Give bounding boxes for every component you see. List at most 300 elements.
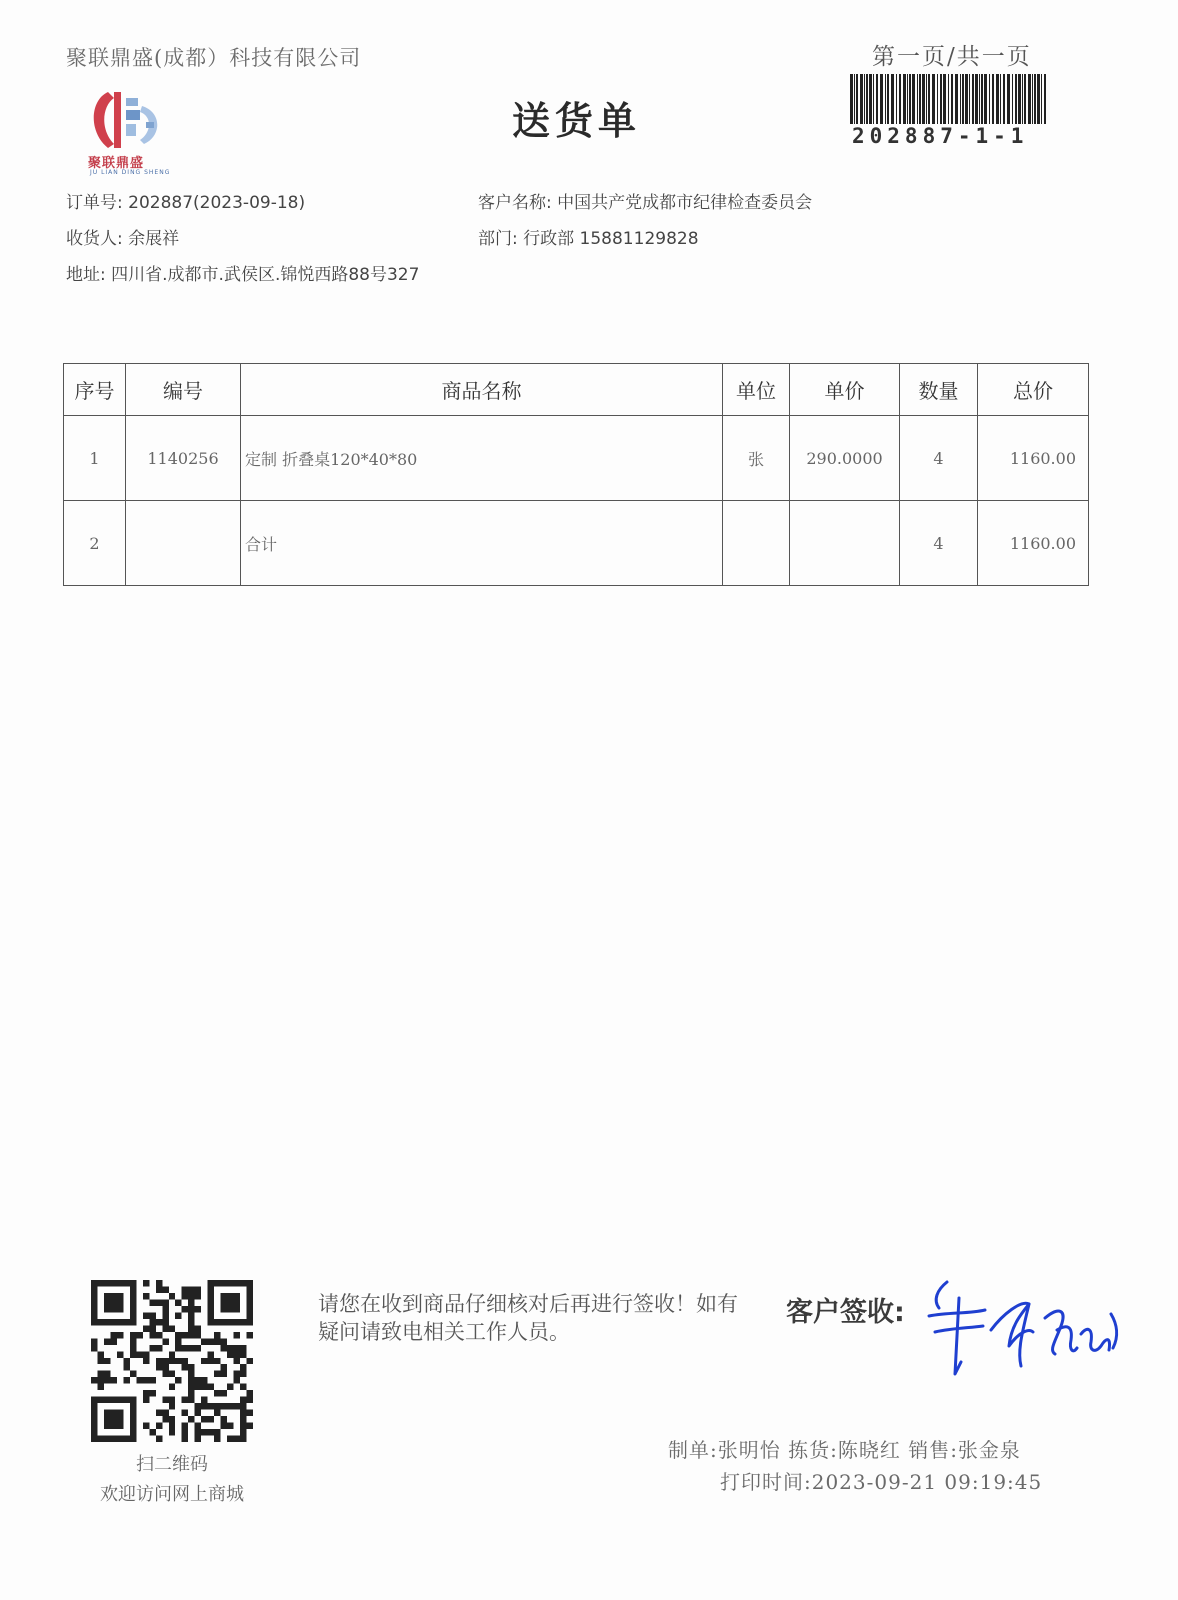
qr-module — [201, 1403, 207, 1409]
qr-module — [240, 1371, 246, 1377]
barcode-bar — [1022, 74, 1023, 124]
barcode-bar — [912, 74, 915, 124]
barcode-bar — [937, 74, 938, 124]
qr-module — [221, 1293, 240, 1312]
qr-module — [156, 1280, 162, 1286]
qr-module — [91, 1338, 97, 1344]
qr-module — [240, 1351, 246, 1357]
barcode-bar — [943, 74, 946, 124]
qr-module — [182, 1364, 188, 1370]
qr-module — [162, 1364, 168, 1370]
qr-module — [188, 1286, 194, 1292]
qr-module — [227, 1423, 233, 1429]
barcode-bar — [962, 74, 964, 124]
qr-module — [175, 1332, 181, 1338]
qr-module — [182, 1423, 188, 1429]
qr-module — [188, 1306, 194, 1312]
qr-module — [169, 1429, 175, 1435]
barcode-bar — [1034, 74, 1036, 124]
qr-module — [182, 1358, 188, 1364]
qr-module — [156, 1319, 162, 1325]
qr-module — [169, 1325, 175, 1331]
qr-module — [195, 1293, 201, 1299]
barcode-bar — [917, 74, 918, 124]
qr-module — [188, 1299, 194, 1305]
barcode-bar — [1041, 74, 1042, 124]
qr-module — [169, 1371, 175, 1377]
qr-module — [182, 1306, 188, 1312]
qr-module — [169, 1293, 175, 1299]
qr-module — [149, 1325, 155, 1331]
staff-line: 制单:张明怡 拣货:陈晓红 销售:张金泉 — [668, 1438, 1021, 1462]
qr-module — [175, 1358, 181, 1364]
barcode-bar — [984, 74, 987, 124]
barcode-bar — [876, 74, 878, 124]
barcode-bar — [1024, 74, 1026, 124]
qr-module — [227, 1436, 233, 1442]
cell-unit — [723, 501, 790, 586]
qr-module — [143, 1358, 149, 1364]
barcode-bar — [951, 74, 953, 124]
address-label: 地址: — [66, 265, 106, 285]
page-title: 送货单 — [512, 99, 642, 143]
qr-module — [182, 1410, 188, 1416]
qr-module — [208, 1416, 214, 1422]
barcode-bar — [940, 74, 942, 124]
qr-module — [143, 1280, 149, 1286]
qr-module — [149, 1345, 155, 1351]
barcode-bar — [979, 74, 980, 124]
barcode-bar — [873, 74, 874, 124]
header-total: 总价 — [978, 364, 1089, 416]
header-index: 序号 — [64, 364, 126, 416]
qr-module — [214, 1332, 220, 1338]
qr-module — [182, 1397, 188, 1403]
qr-module — [143, 1377, 149, 1383]
qr-module — [143, 1351, 149, 1357]
cell-unit-price: 290.0000 — [790, 416, 900, 501]
qr-module — [201, 1377, 207, 1383]
barcode-bar — [989, 74, 990, 124]
header-product-name: 商品名称 — [241, 364, 723, 416]
qr-module — [182, 1345, 188, 1351]
barcode-bar — [866, 74, 868, 124]
barcode-bar — [1032, 74, 1033, 124]
qr-module — [201, 1429, 207, 1435]
qr-module — [214, 1390, 220, 1396]
qr-module — [156, 1436, 162, 1442]
cell-total: 1160.00 — [978, 416, 1089, 501]
qr-module — [234, 1358, 240, 1364]
qr-module — [188, 1390, 194, 1396]
qr-module — [175, 1312, 181, 1318]
qr-module — [214, 1358, 220, 1364]
barcode-bar — [981, 74, 983, 124]
qr-module — [188, 1325, 194, 1331]
qr-module — [123, 1358, 129, 1364]
qr-module — [208, 1384, 214, 1390]
receiver-value: 余展祥 — [128, 229, 180, 249]
qr-module — [136, 1332, 142, 1338]
qr-module — [104, 1358, 110, 1364]
qr-module — [97, 1377, 103, 1383]
barcode-bar — [932, 74, 935, 124]
qr-module — [130, 1338, 136, 1344]
qr-module — [130, 1345, 136, 1351]
cell-unit-price — [790, 501, 900, 586]
cell-index: 1 — [64, 416, 126, 501]
barcode-bar — [1015, 74, 1017, 124]
qr-module — [156, 1332, 162, 1338]
qr-module — [117, 1332, 123, 1338]
qr-module — [227, 1345, 233, 1351]
qr-module — [214, 1371, 220, 1377]
barcode-bar — [928, 74, 930, 124]
barcode-bar — [992, 74, 994, 124]
qr-module — [182, 1429, 188, 1435]
qr-module — [188, 1384, 194, 1390]
dept-label: 部门: — [478, 229, 518, 249]
qr-module — [195, 1306, 201, 1312]
qr-module — [156, 1299, 162, 1305]
qr-module — [208, 1351, 214, 1357]
qr-module — [234, 1403, 240, 1409]
qr-module — [162, 1358, 168, 1364]
barcode-bar — [972, 74, 974, 124]
qr-module — [227, 1351, 233, 1357]
qr-module — [240, 1416, 246, 1422]
company-name: 聚联鼎盛(成都）科技有限公司 — [66, 46, 362, 70]
qr-module — [247, 1423, 253, 1429]
qr-module — [188, 1312, 194, 1318]
qr-module — [91, 1377, 97, 1383]
qr-module — [110, 1338, 116, 1344]
qr-module — [214, 1429, 220, 1435]
qr-module — [162, 1299, 168, 1305]
qr-module — [149, 1299, 155, 1305]
qr-module — [143, 1325, 149, 1331]
qr-module — [208, 1338, 214, 1344]
qr-module — [195, 1332, 201, 1338]
qr-module — [195, 1345, 201, 1351]
qr-caption-scan: 扫二维码 — [136, 1454, 208, 1475]
qr-module — [130, 1332, 136, 1338]
address — [66, 260, 419, 285]
qr-module — [136, 1351, 142, 1357]
table-row — [64, 501, 1089, 586]
qr-module — [162, 1371, 168, 1377]
qr-module — [169, 1351, 175, 1357]
barcode-bar — [1003, 74, 1005, 124]
qr-module — [240, 1384, 246, 1390]
barcode-bar — [896, 74, 897, 124]
qr-module — [123, 1364, 129, 1370]
barcode-bar — [965, 74, 968, 124]
table-header-row — [64, 364, 1089, 416]
qr-module — [188, 1371, 194, 1377]
qr-module — [234, 1377, 240, 1383]
qr-module — [143, 1312, 149, 1318]
cell-index: 2 — [64, 501, 126, 586]
barcode-bar — [891, 74, 894, 124]
qr-module — [149, 1312, 155, 1318]
qr-module — [169, 1358, 175, 1364]
qr-module — [156, 1423, 162, 1429]
qr-module — [162, 1410, 168, 1416]
qr-module — [240, 1403, 246, 1409]
qr-module — [247, 1332, 253, 1338]
barcode-bar — [1037, 74, 1040, 124]
cell-total: 1160.00 — [978, 501, 1089, 586]
cell-product-name: 合计 — [241, 501, 723, 586]
qr-module — [214, 1403, 220, 1409]
barcode-bar — [955, 74, 958, 124]
address-value: 四川省.成都市.武侯区.锦悦西路88号327 — [111, 265, 420, 285]
barcode-bar — [864, 74, 865, 124]
qr-module — [110, 1377, 116, 1383]
qr-module — [188, 1345, 194, 1351]
cell-product-name: 定制 折叠桌120*40*80 — [241, 416, 723, 501]
qr-module — [169, 1423, 175, 1429]
barcode-bar — [854, 74, 855, 124]
qr-module — [240, 1410, 246, 1416]
qr-module — [162, 1338, 168, 1344]
barcode-bar — [948, 74, 949, 124]
qr-module — [195, 1429, 201, 1435]
barcode-bar — [1018, 74, 1021, 124]
header-unit: 单位 — [723, 364, 790, 416]
barcode-bar — [869, 74, 872, 124]
header-quantity: 数量 — [900, 364, 978, 416]
barcode-bar — [926, 74, 927, 124]
qr-module — [208, 1403, 214, 1409]
qr-module — [169, 1416, 175, 1422]
barcode-bar — [1012, 74, 1013, 124]
qr-module — [208, 1429, 214, 1435]
qr-module — [175, 1377, 181, 1383]
barcode-bar — [919, 74, 921, 124]
qr-module — [234, 1436, 240, 1442]
qr-module — [143, 1390, 149, 1396]
qr-module — [169, 1397, 175, 1403]
qr-module — [117, 1351, 123, 1357]
qr-module — [104, 1338, 110, 1344]
qr-module — [156, 1410, 162, 1416]
qr-module — [182, 1436, 188, 1442]
qr-module — [188, 1319, 194, 1325]
qr-module — [227, 1384, 233, 1390]
qr-module — [221, 1423, 227, 1429]
qr-module — [234, 1345, 240, 1351]
qr-module — [234, 1332, 240, 1338]
qr-module — [162, 1397, 168, 1403]
barcode-bar — [1000, 74, 1001, 124]
barcode-bar — [922, 74, 925, 124]
qr-module — [156, 1345, 162, 1351]
qr-module — [201, 1358, 207, 1364]
qr-module — [234, 1371, 240, 1377]
qr-module — [240, 1423, 246, 1429]
qr-module — [162, 1319, 168, 1325]
header-code: 编号 — [126, 364, 241, 416]
qr-module — [221, 1371, 227, 1377]
barcode-bar — [856, 74, 858, 124]
qr-module — [182, 1286, 188, 1292]
qr-module — [201, 1397, 207, 1403]
qr-module — [188, 1377, 194, 1383]
cell-code — [126, 501, 241, 586]
qr-module — [149, 1390, 155, 1396]
qr-module — [104, 1377, 110, 1383]
qr-module — [201, 1416, 207, 1422]
barcode-bar — [850, 74, 853, 124]
qr-module — [130, 1351, 136, 1357]
qr-module — [221, 1390, 227, 1396]
qr-module — [195, 1436, 201, 1442]
qr-module — [221, 1416, 227, 1422]
customer-value: 中国共产党成都市纪律检查委员会 — [557, 193, 813, 213]
receiver — [66, 224, 179, 249]
order-number — [66, 188, 305, 213]
qr-module — [234, 1351, 240, 1357]
barcode-bar — [880, 74, 883, 124]
qr-module — [169, 1403, 175, 1409]
qr-module — [149, 1332, 155, 1338]
barcode-bar — [1044, 74, 1046, 124]
qr-module — [149, 1429, 155, 1435]
qr-module — [149, 1319, 155, 1325]
qr-module — [195, 1286, 201, 1292]
qr-module — [195, 1423, 201, 1429]
cell-quantity: 4 — [900, 501, 978, 586]
qr-module — [221, 1364, 227, 1370]
qr-module — [208, 1358, 214, 1364]
cell-unit: 张 — [723, 416, 790, 501]
qr-module — [240, 1345, 246, 1351]
qr-module — [104, 1293, 123, 1312]
qr-module — [162, 1325, 168, 1331]
qr-module — [188, 1332, 194, 1338]
qr-module — [97, 1351, 103, 1357]
qr-module — [247, 1410, 253, 1416]
qr-module — [175, 1338, 181, 1344]
qr-module — [195, 1403, 201, 1409]
qr-module — [175, 1299, 181, 1305]
cell-code: 1140256 — [126, 416, 241, 501]
qr-module — [156, 1364, 162, 1370]
qr-module — [201, 1384, 207, 1390]
qr-module — [240, 1364, 246, 1370]
qr-module — [240, 1436, 246, 1442]
header-unit-price: 单价 — [790, 364, 900, 416]
qr-module — [97, 1358, 103, 1364]
barcode-bar — [887, 74, 889, 124]
receiver-label: 收货人: — [66, 229, 123, 249]
qr-module — [104, 1371, 110, 1377]
qr-module — [188, 1416, 194, 1422]
customer-name — [478, 188, 812, 213]
barcode-bar — [907, 74, 908, 124]
qr-module — [247, 1358, 253, 1364]
barcode — [850, 74, 1050, 124]
table-row — [64, 416, 1089, 501]
qr-module — [91, 1345, 97, 1351]
qr-module — [182, 1293, 188, 1299]
qr-module — [123, 1377, 129, 1383]
qr-module — [169, 1384, 175, 1390]
barcode-bar — [903, 74, 906, 124]
qr-module — [182, 1332, 188, 1338]
qr-caption-mall: 欢迎访问网上商城 — [100, 1484, 244, 1505]
qr-code — [86, 1280, 258, 1442]
barcode-bar — [975, 74, 978, 124]
qr-module — [221, 1403, 227, 1409]
logo-subtext: JU LIAN DING SHENG — [90, 169, 171, 176]
customer-label: 客户名称: — [478, 193, 552, 213]
order-value: 202887(2023-09-18) — [128, 193, 306, 213]
barcode-number: 202887-1-1 — [852, 124, 1029, 148]
qr-module — [162, 1416, 168, 1422]
qr-module — [227, 1403, 233, 1409]
order-label: 订单号: — [66, 193, 123, 213]
department — [478, 224, 699, 249]
qr-module — [201, 1338, 207, 1344]
qr-module — [214, 1410, 220, 1416]
qr-module — [104, 1410, 123, 1429]
qr-module — [175, 1345, 181, 1351]
qr-module — [188, 1364, 194, 1370]
qr-module — [195, 1377, 201, 1383]
customer-signature — [925, 1270, 1125, 1390]
cell-quantity: 4 — [900, 416, 978, 501]
qr-module — [156, 1286, 162, 1292]
qr-module — [195, 1325, 201, 1331]
barcode-bar — [996, 74, 999, 124]
barcode-bar — [909, 74, 911, 124]
qr-module — [188, 1293, 194, 1299]
barcode-bar — [969, 74, 970, 124]
barcode-bar — [860, 74, 863, 124]
barcode-bar — [1007, 74, 1010, 124]
qr-module — [156, 1358, 162, 1364]
qr-module — [136, 1377, 142, 1383]
page-info: 第一页/共一页 — [872, 44, 1032, 70]
qr-module — [247, 1390, 253, 1396]
print-time: 打印时间:2023-09-21 09:19:45 — [720, 1470, 1043, 1494]
qr-module — [143, 1423, 149, 1429]
barcode-bar — [960, 74, 961, 124]
qr-module — [97, 1384, 103, 1390]
qr-module — [214, 1436, 220, 1442]
qr-module — [247, 1397, 253, 1403]
qr-module — [240, 1397, 246, 1403]
qr-module — [97, 1371, 103, 1377]
qr-module — [149, 1377, 155, 1383]
items-table — [63, 363, 1089, 586]
qr-module — [162, 1312, 168, 1318]
qr-module — [110, 1332, 116, 1338]
qr-module — [143, 1397, 149, 1403]
qr-module — [162, 1306, 168, 1312]
qr-module — [130, 1371, 136, 1377]
barcode-bar — [1028, 74, 1031, 124]
qr-module — [143, 1293, 149, 1299]
qr-module — [221, 1345, 227, 1351]
barcode-bar — [885, 74, 886, 124]
qr-module — [221, 1338, 227, 1344]
barcode-bar — [899, 74, 901, 124]
dept-value: 行政部 15881129828 — [523, 229, 699, 249]
